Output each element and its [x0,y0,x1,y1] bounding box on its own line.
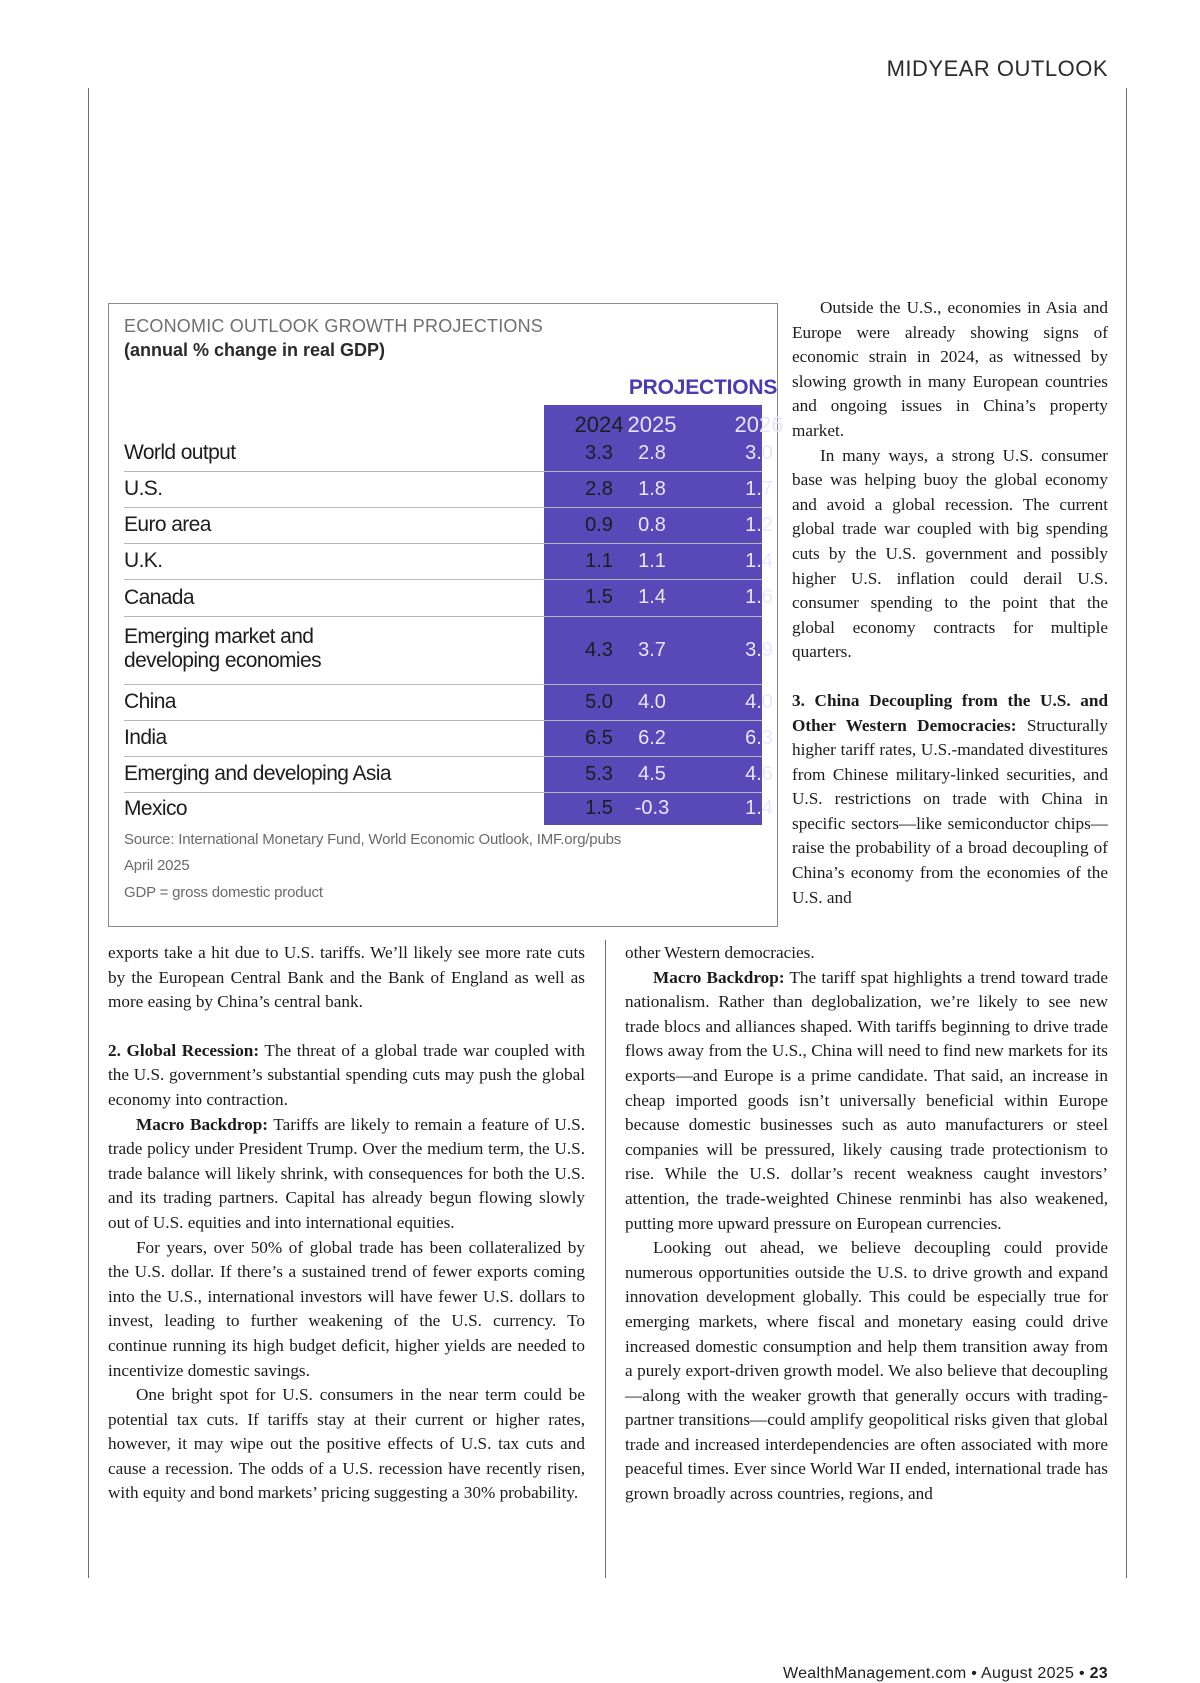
section-2-paragraph: 2. Global Recession: The threat of a global trade war coupled with the U.S. government’s substantial spending cuts may push the global economy into contraction. [108,1040,585,1109]
value-2024: 1.1 [585,549,613,572]
year-header-2025: 2025 [627,412,677,437]
paragraph: Outside the U.S., economies in Asia and Europe were already showing signs of economic strain in 2024, as witnessed by slowing growth in many European countries and ongoing issues in China’s property market. [792,298,1108,440]
right-column-top [792,296,1108,910]
macro-backdrop-paragraph: Macro Backdrop: Tariffs are likely to remain a feature of U.S. trade policy under President Trump. Over the medium term, the U.S. trade balance will likely shrink, with consequences for both the U.S. and its trading partners. Capital has already begun flowing slowly out of U.S. equities and into international equities. [108,1114,585,1232]
value-2025: -0.3 [634,797,670,819]
paragraph: For years, over 50% of global trade has been collateralized by the U.S. dollar. If there’s a sustained trend of fewer exports coming into the U.S., international investors will have fewer U.S. dollars to invest, leading to further weakening of the U.S. currency. To continue running its high budget deficit, higher yields are needed to incentivize domestic savings. [108,1237,585,1380]
year-header-2026: 2026 [734,412,784,437]
value-2026: 1.2 [745,513,773,536]
value-2025: 1.4 [638,586,666,608]
row-label: World output [124,441,236,464]
row-label: U.K. [124,549,163,572]
row-label: Emerging market and developing economies [124,625,321,672]
column-divider-rule [605,940,606,1578]
value-2026: 3.0 [745,441,773,464]
value-2025: 6.2 [638,726,666,749]
row-label: India [124,726,167,749]
value-2024: 2.8 [585,477,613,500]
row-label: China [124,690,176,713]
value-2025: 1.1 [638,549,666,572]
paragraph: Looking out ahead, we believe decoupling could provide numerous opportunities outside the U.S. to drive growth and expand innovation development globally. This could be especially true for emerging markets, where fiscal and monetary easing could drive increased domestic consumption and help them transition away from a purely export-driven growth model. We also believe that decoupling—along with the weaker growth that generally occurs with trading-partner transitions—could amplify geopolitical risks given that global trade and increased interdependencies are often associated with more peaceful times. Ever since World War II ended, international trade has grown broadly across countries, regions, and [625,1238,1108,1504]
year-header-2024: 2024 [574,412,624,437]
macro-backdrop-heading: Macro Backdrop: [653,967,785,987]
footer-site-date: WealthManagement.com • August 2025 • [782,1665,1090,1682]
table-row [124,616,773,685]
value-2024: 0.9 [585,513,613,536]
section-header: MIDYEAR OUTLOOK [886,56,1108,81]
growth-projections-table [108,303,784,927]
value-2024: 6.5 [585,726,613,749]
value-2025: 1.8 [638,477,666,500]
right-margin-rule [1126,88,1127,1578]
table-row [124,720,773,757]
value-2026: 1.7 [745,477,773,500]
macro-backdrop-heading: Macro Backdrop: [136,1114,268,1134]
section-3-paragraph: 3. China Decoupling from the U.S. and Other Western Democracies: Structurally higher tariff rates, U.S.-mandated divestitures from Chinese military-linked securities, and U.S. restrictions on trade with China in specific sectors—like semiconductor chips—raise the probability of a broad decoupling of China’s economy from the economies of the U.S. and [792,690,1108,907]
table-row [124,684,773,721]
value-2026: 1.4 [745,797,773,819]
gdp-definition: GDP = gross domestic product [124,884,323,901]
value-2025: 4.5 [638,762,666,785]
table-row [124,507,773,544]
table-subtitle: (annual % change in real GDP) [124,340,386,360]
row-label: Euro area [124,513,211,536]
paragraph: other Western democracies. [625,943,815,962]
row-label: Canada [124,585,194,609]
value-2025: 4.0 [638,690,666,713]
page-footer [783,1665,1108,1683]
table-title: ECONOMIC OUTLOOK GROWTH PROJECTIONS [124,316,544,336]
table-row [124,579,773,617]
table-row [124,756,773,793]
value-2026: 3.9 [745,638,773,661]
source-date: April 2025 [124,857,190,874]
row-label: U.S. [124,477,163,500]
paragraph: In many ways, a strong U.S. consumer base was helping buoy the global economy and avoid a global recession. The current global trade war coupled with big spending cuts by the U.S. government and possibly higher U.S. inflation could derail U.S. consumer spending to the point that the global economy contracts for multiple quarters. [792,445,1108,662]
projections-label: PROJECTIONS [628,376,778,399]
paragraph: One bright spot for U.S. consumers in the near term could be potential tax cuts. If tariffs stay at their current or higher rates, however, it may wipe out the positive effects of U.S. tax cuts and cause a recession. The odds of a U.S. recession have recently risen, with equity and bond markets’ pricing suggesting a 30% probability. [108,1385,585,1503]
value-2026: 4.6 [745,762,773,785]
value-2024: 4.3 [585,638,613,661]
value-2024: 5.3 [585,762,613,785]
left-margin-rule [88,88,89,1578]
macro-backdrop-paragraph: Macro Backdrop: The tariff spat highlights a trend toward trade nationalism. Rather than deglobalization, we’re likely to see new trade blocs and alliances shaped. With tariffs beginning to drive trade flows away from the U.S., China will need to find new markets for its exports—and Europe is a prime candidate. That said, an increase in cheap imported goods isn’t universally beneficial within Europe because domestic businesses such as auto manufacturers or steel companies will be pressured, likely causing trade protectionism to rise. While the U.S. dollar’s recent weakness caught investors’ attention, the trade-weighted Chinese renminbi has also weakened, putting more upward pressure on European currencies. [625,967,1108,1233]
value-2025: 2.8 [638,441,666,464]
right-column-bottom [625,941,1108,1507]
table-row [124,471,773,508]
value-2024: 1.5 [585,797,613,819]
source-note: Source: International Monetary Fund, World Economic Outlook, IMF.org/pubs [124,831,622,848]
value-2026: 6.3 [745,726,773,749]
value-2024: 5.0 [585,690,613,713]
value-2025: 0.8 [638,513,666,536]
value-2026: 1.6 [745,586,773,608]
table-row [124,435,773,472]
row-label: Emerging and developing Asia [124,762,391,785]
left-column [108,941,585,1506]
value-2026: 4.0 [745,690,773,713]
page-number: 23 [1089,1665,1108,1682]
value-2024: 1.5 [585,586,613,608]
value-2026: 1.4 [745,549,773,572]
table-row [124,543,773,580]
section-3-heading: 3. China Decoupling from the U.S. and Other Western Democracies: [792,690,1108,735]
value-2025: 3.7 [638,638,666,661]
row-label: Mexico [124,796,187,820]
value-2024: 3.3 [585,441,613,464]
paragraph: exports take a hit due to U.S. tariffs. We’ll likely see more rate cuts by the European Central Bank and the Bank of England as well as more easing by China’s central bank. [108,943,585,1012]
section-2-heading: 2. Global Recession: [108,1040,260,1060]
table-row [124,792,773,825]
